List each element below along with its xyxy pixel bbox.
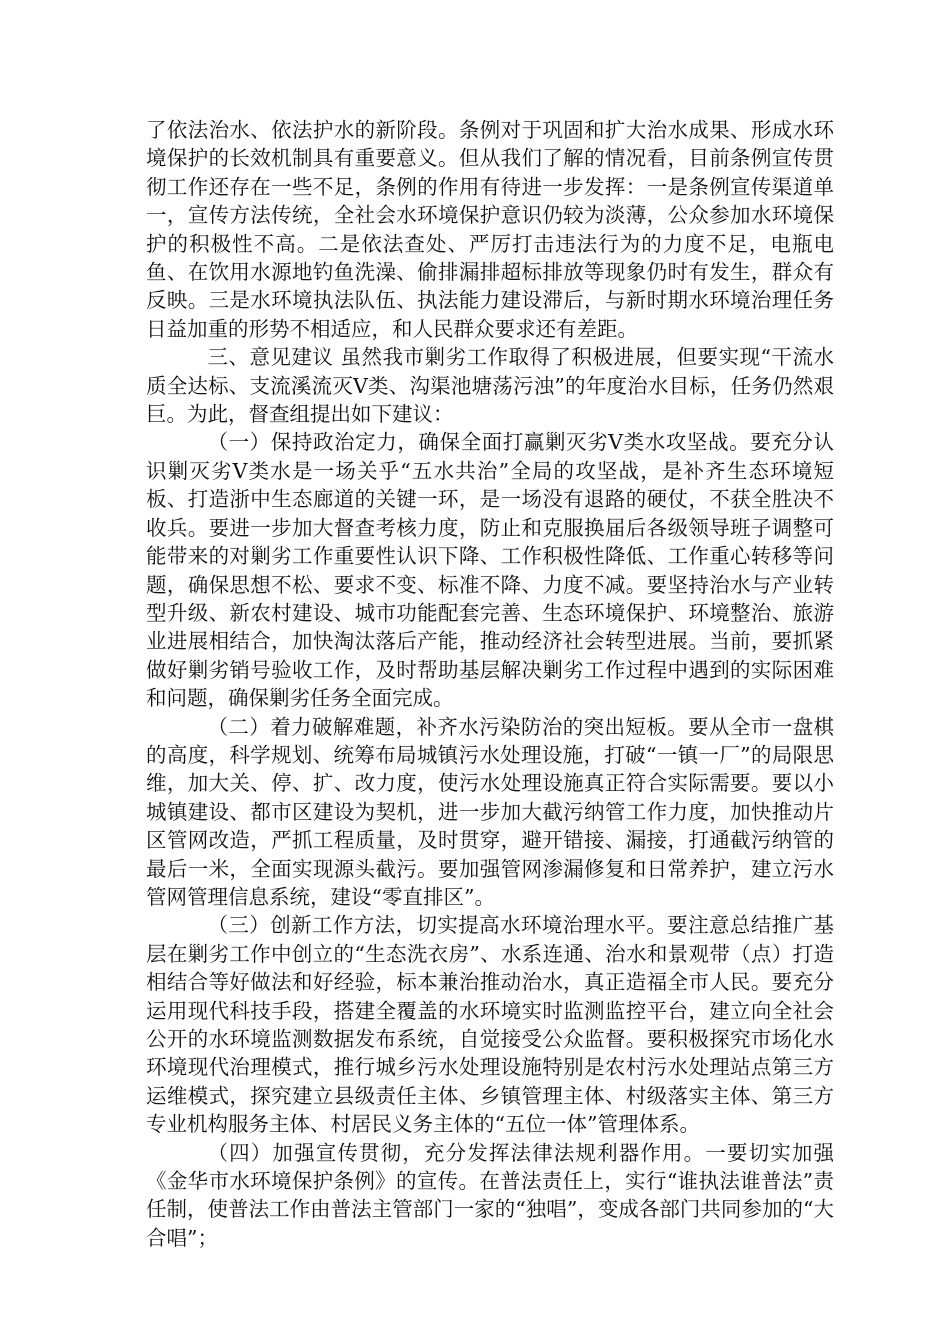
document-page [146,116,834,1252]
paragraph-item-one: （一）保持政治定力，确保全面打赢剿灭劣Ⅴ类水攻坚战。要充分认识剿灭劣Ⅴ类水是一场关乎“五水共治”全局的攻坚战，是补齐生态环境短板、打造浙中生态廊道的关键一环，是一场没有退路的硬仗，不获全胜决不收兵。要进一步加大督查考核力度，防止和克服换届后各级领导班子调整可能带来的对剿劣工作重要性认识下降、工作积极性降低、工作重心转移等问题，确保思想不松、要求不变、标准不降、力度不减。要坚持治水与产业转型升级、新农村建设、城市功能配套完善、生态环境保护、环境整治、旅游业进展相结合，加快淘汰落后产能，推动经济社会转型进展。当前，要抓紧做好剿劣销号验收工作，及时帮助基层解决剿劣工作过程中遇到的实际困难和问题，确保剿劣任务全面完成。 [146,430,834,711]
paragraph-item-two: （二）着力破解难题，补齐水污染防治的突出短板。要从全市一盘棋的高度，科学规划、统筹布局城镇污水处理设施，打破“一镇一厂”的局限思维，加大关、停、扩、改力度，使污水处理设施真正符合实际需要。要以小城镇建设、都市区建设为契机，进一步加大截污纳管工作力度，加快推动片区管网改造，严抓工程质量，及时贯穿，避开错接、漏接，打通截污纳管的最后一米，全面实现源头截污。要加强管网渗漏修复和日常养护，建立污水管网管理信息系统，建设“零直排区”。 [146,714,834,909]
paragraph-continuation: 了依法治水、依法护水的新阶段。条例对于巩固和扩大治水成果、形成水环境保护的长效机制具有重要意义。但从我们了解的情况看，目前条例宣传贯彻工作还存在一些不足，条例的作用有待进一步发挥：一是条例宣传渠道单一，宣传方法传统，全社会水环境保护意识仍较为淡薄，公众参加水环境保护的积极性不高。二是依法查处、严厉打击违法行为的力度不足，电瓶电鱼、在饮用水源地钓鱼洗澡、偷排漏排超标排放等现象仍时有发生，群众有反映。三是水环境执法队伍、执法能力建设滞后，与新时期水环境治理任务日益加重的形势不相适应，和人民群众要求还有差距。 [146,118,834,341]
paragraph-section-three: 三、意见建议 虽然我市剿劣工作取得了积极进展，但要实现“干流水质全达标、支流溪流灭Ⅴ类、沟渠池塘荡污浊”的年度治水目标，任务仍然艰巨。为此，督查组提出如下建议： [146,345,834,427]
paragraph-item-three: （三）创新工作方法，切实提高水环境治理水平。要注意总结推广基层在剿劣工作中创立的“生态洗衣房”、水系连通、治水和景观带（点）打造相结合等好做法和好经验，标本兼治推动治水，真正造福全市人民。要充分运用现代科技手段，搭建全覆盖的水环境实时监测监控平台，建立向全社会公开的水环境监测数据发布系统，自觉接受公众监督。要积极探究市场化水环境现代治理模式，推行城乡污水处理设施特别是农村污水处理站点第三方运维模式，探究建立县级责任主体、乡镇管理主体、村级落实主体、第三方专业机构服务主体、村居民义务主体的“五位一体”管理体系。 [146,913,834,1137]
paragraph-item-four: （四）加强宣传贯彻，充分发挥法律法规利器作用。一要切实加强《金华市水环境保护条例》的宣传。在普法责任上，实行“谁执法谁普法”责任制，使普法工作由普法主管部门一家的“独唱”，变成各部门共同参加的“大合唱”； [146,1140,834,1250]
